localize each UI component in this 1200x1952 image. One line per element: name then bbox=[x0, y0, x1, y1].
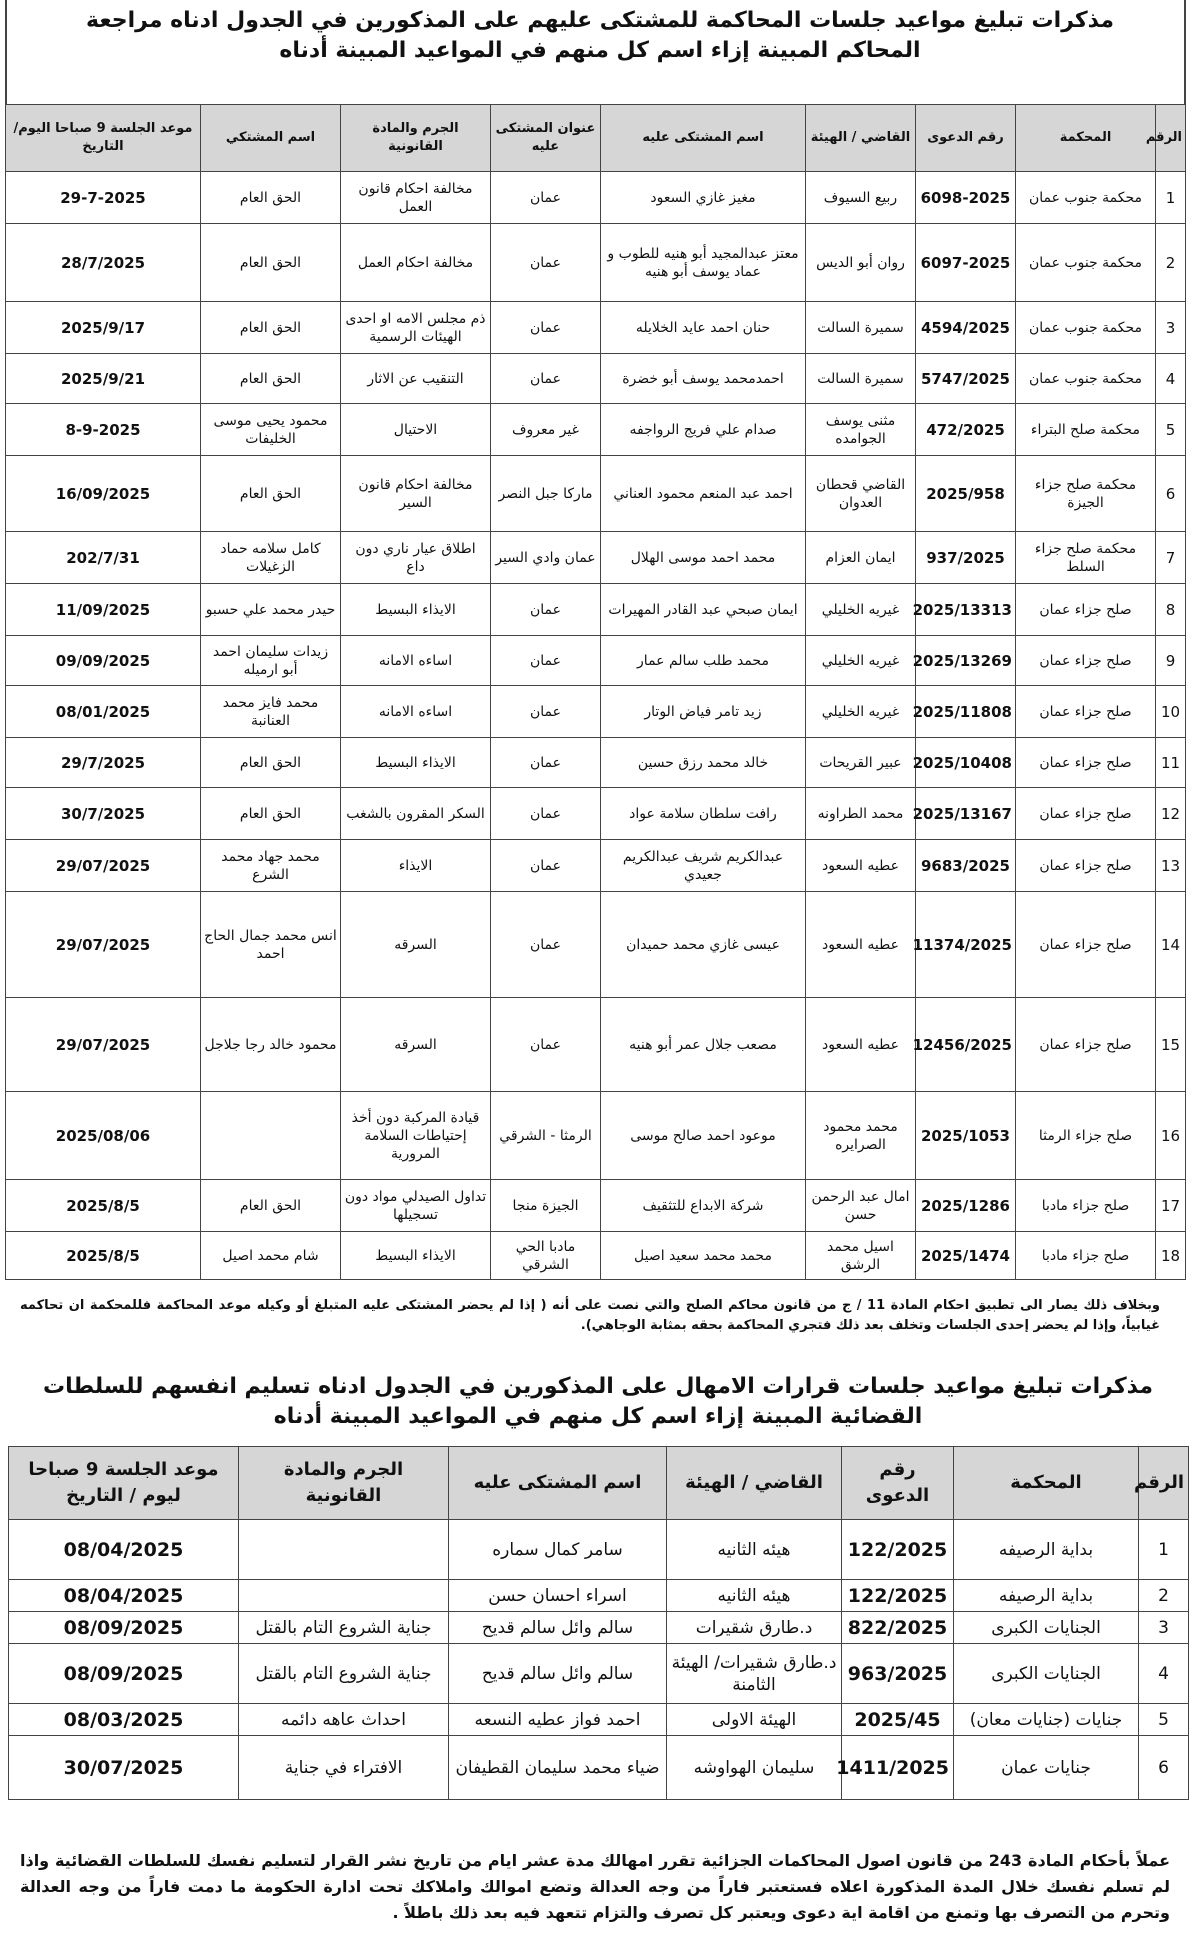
row-crime: السرقه bbox=[341, 998, 491, 1092]
row-defendant: محمد طلب سالم عمار bbox=[601, 636, 806, 686]
header-court: المحكمة bbox=[954, 1447, 1139, 1520]
row-crime bbox=[239, 1520, 449, 1580]
row-complainant: الحق العام bbox=[201, 354, 341, 404]
row-judge: عطيه السعود bbox=[806, 998, 916, 1092]
row-crime: الايذاء البسيط bbox=[341, 1232, 491, 1280]
header-date: موعد الجلسة 9 صباحا اليوم/التاريخ bbox=[6, 105, 201, 172]
row-court: محكمة صلح جزاء السلط bbox=[1016, 532, 1156, 584]
table-row bbox=[6, 172, 1186, 224]
row-date: 08/03/2025 bbox=[9, 1704, 239, 1736]
row-num: 4 bbox=[1156, 354, 1186, 404]
row-date: 29/7/2025 bbox=[6, 738, 201, 788]
row-defendant: سالم وائل سالم قديح bbox=[449, 1644, 667, 1704]
table-row bbox=[6, 686, 1186, 738]
row-case: 9683/2025 bbox=[916, 840, 1016, 892]
row-defendant: احمدمحمد يوسف أبو خضرة bbox=[601, 354, 806, 404]
frame-left-line bbox=[5, 0, 7, 104]
row-date: 08/09/2025 bbox=[9, 1644, 239, 1704]
row-complainant: الحق العام bbox=[201, 302, 341, 354]
row-complainant: محمود يحيى موسى الخليفات bbox=[201, 404, 341, 456]
row-date: 16/09/2025 bbox=[6, 456, 201, 532]
row-date: 29/07/2025 bbox=[6, 998, 201, 1092]
row-address: ماركا جبل النصر bbox=[491, 456, 601, 532]
row-crime: جناية الشروع التام بالقتل bbox=[239, 1612, 449, 1644]
row-crime: التنقيب عن الاثار bbox=[341, 354, 491, 404]
row-crime: مخالفة احكام قانون السير bbox=[341, 456, 491, 532]
row-crime: اساءه الامانه bbox=[341, 636, 491, 686]
row-defendant: محمد محمد سعيد اصيل bbox=[601, 1232, 806, 1280]
row-court: محكمة جنوب عمان bbox=[1016, 172, 1156, 224]
table-row bbox=[6, 1180, 1186, 1232]
table-row bbox=[6, 892, 1186, 998]
row-court: صلح جزاء عمان bbox=[1016, 738, 1156, 788]
row-judge: هيئه الثانيه bbox=[667, 1520, 842, 1580]
row-defendant: سامر كمال سماره bbox=[449, 1520, 667, 1580]
row-date: 29-7-2025 bbox=[6, 172, 201, 224]
row-case: 2025/13269 bbox=[916, 636, 1016, 686]
row-court: صلح جزاء مادبا bbox=[1016, 1232, 1156, 1280]
row-crime: الافتراء في جناية bbox=[239, 1736, 449, 1800]
row-date: 2025/9/17 bbox=[6, 302, 201, 354]
row-defendant: شركة الابداع للتثقيف bbox=[601, 1180, 806, 1232]
row-defendant: حنان احمد عايد الخلايله bbox=[601, 302, 806, 354]
row-case: 6097-2025 bbox=[916, 224, 1016, 302]
row-complainant: محمد جهاد محمد الشرع bbox=[201, 840, 341, 892]
row-court: جنايات (جنايات معان) bbox=[954, 1704, 1139, 1736]
row-case: 472/2025 bbox=[916, 404, 1016, 456]
row-num: 2 bbox=[1156, 224, 1186, 302]
row-court: الجنايات الكبرى bbox=[954, 1644, 1139, 1704]
row-judge: د.طارق شقيرات bbox=[667, 1612, 842, 1644]
row-court: صلح جزاء عمان bbox=[1016, 892, 1156, 998]
row-crime: الايذاء البسيط bbox=[341, 738, 491, 788]
table-row bbox=[9, 1520, 1189, 1580]
row-case: 122/2025 bbox=[842, 1580, 954, 1612]
row-court: صلح جزاء عمان bbox=[1016, 788, 1156, 840]
row-num: 1 bbox=[1156, 172, 1186, 224]
row-judge: القاضي قحطان العدوان bbox=[806, 456, 916, 532]
row-crime: اطلاق عيار ناري دون داع bbox=[341, 532, 491, 584]
row-court: محكمة صلح جزاء الجيزة bbox=[1016, 456, 1156, 532]
row-num: 3 bbox=[1139, 1612, 1189, 1644]
row-date: 2025/8/5 bbox=[6, 1180, 201, 1232]
row-complainant: شام محمد اصيل bbox=[201, 1232, 341, 1280]
header-defendant: اسم المشتكى عليه bbox=[449, 1447, 667, 1520]
row-address: غير معروف bbox=[491, 404, 601, 456]
row-date: 30/07/2025 bbox=[9, 1736, 239, 1800]
row-num: 12 bbox=[1156, 788, 1186, 840]
table-row bbox=[6, 788, 1186, 840]
row-crime: ذم مجلس الامه او احدى الهيئات الرسمية bbox=[341, 302, 491, 354]
row-judge: امال عبد الرحمن حسن bbox=[806, 1180, 916, 1232]
row-complainant: كامل سلامه حماد الزغيلات bbox=[201, 532, 341, 584]
section1-title: مذكرات تبليغ مواعيد جلسات المحاكمة للمشتكى عليهم على المذكورين في الجدول ادناه مراجعة المحاكم المبينة إزاء اسم كل منهم في المواعيد المبينة أدناه bbox=[85, 8, 1115, 63]
row-case: 5747/2025 bbox=[916, 354, 1016, 404]
frame-right-line bbox=[1184, 0, 1186, 104]
row-court: محكمة جنوب عمان bbox=[1016, 224, 1156, 302]
table-row bbox=[9, 1704, 1189, 1736]
row-address: عمان bbox=[491, 636, 601, 686]
row-address: الرمثا - الشرقي bbox=[491, 1092, 601, 1180]
row-judge: سليمان الهواوشه bbox=[667, 1736, 842, 1800]
row-defendant: ايمان صبحي عبد القادر المهيرات bbox=[601, 584, 806, 636]
header-case: رقم الدعوى bbox=[842, 1447, 954, 1520]
row-num: 13 bbox=[1156, 840, 1186, 892]
row-judge: د.طارق شقيرات/ الهيئة الثامنة bbox=[667, 1644, 842, 1704]
row-defendant: سالم وائل سالم قديح bbox=[449, 1612, 667, 1644]
row-address: عمان وادي السير bbox=[491, 532, 601, 584]
row-court: صلح جزاء عمان bbox=[1016, 840, 1156, 892]
row-court: محكمة صلح البتراء bbox=[1016, 404, 1156, 456]
table-row bbox=[6, 224, 1186, 302]
row-address: عمان bbox=[491, 788, 601, 840]
row-date: 2025/8/5 bbox=[6, 1232, 201, 1280]
row-date: 08/01/2025 bbox=[6, 686, 201, 738]
row-crime: احداث عاهه دائمه bbox=[239, 1704, 449, 1736]
row-court: صلح جزاء عمان bbox=[1016, 686, 1156, 738]
row-crime: الاحتيال bbox=[341, 404, 491, 456]
row-address: عمان bbox=[491, 840, 601, 892]
row-case: 4594/2025 bbox=[916, 302, 1016, 354]
row-date: 11/09/2025 bbox=[6, 584, 201, 636]
row-address: عمان bbox=[491, 584, 601, 636]
row-defendant: زيد تامر فياض الوتار bbox=[601, 686, 806, 738]
section2-title: مذكرات تبليغ مواعيد جلسات قرارات الامهال على المذكورين في الجدول ادناه تسليم انفسهم للسلطات القضائية المبينة إزاء اسم كل منهم في المواعيد المبينة أدناه bbox=[43, 1374, 1153, 1429]
row-defendant: معتز عبدالمجيد أبو هنيه للطوب و عماد يوسف أبو هنيه bbox=[601, 224, 806, 302]
row-complainant: الحق العام bbox=[201, 788, 341, 840]
row-crime: السكر المقرون بالشغب bbox=[341, 788, 491, 840]
row-defendant: احمد عبد المنعم محمود العناني bbox=[601, 456, 806, 532]
row-case: 2025/1286 bbox=[916, 1180, 1016, 1232]
row-complainant: محمد فايز محمد العنانبة bbox=[201, 686, 341, 738]
row-case: 2025/10408 bbox=[916, 738, 1016, 788]
row-address: عمان bbox=[491, 892, 601, 998]
row-judge: غيريه الخليلي bbox=[806, 686, 916, 738]
row-complainant: زيدات سليمان احمد أبو ارميله bbox=[201, 636, 341, 686]
row-num: 3 bbox=[1156, 302, 1186, 354]
row-court: بداية الرصيفه bbox=[954, 1580, 1139, 1612]
row-case: 963/2025 bbox=[842, 1644, 954, 1704]
row-judge: عطيه السعود bbox=[806, 892, 916, 998]
table-row bbox=[6, 302, 1186, 354]
row-date: 29/07/2025 bbox=[6, 892, 201, 998]
row-defendant: عيسى غازي محمد حميدان bbox=[601, 892, 806, 998]
row-address: عمان bbox=[491, 998, 601, 1092]
header-case: رقم الدعوى bbox=[916, 105, 1016, 172]
row-judge: مثنى يوسف الجوامده bbox=[806, 404, 916, 456]
table-row bbox=[6, 1232, 1186, 1280]
row-num: 15 bbox=[1156, 998, 1186, 1092]
row-defendant: رافت سلطان سلامة عواد bbox=[601, 788, 806, 840]
row-court: الجنايات الكبرى bbox=[954, 1612, 1139, 1644]
header-judge: القاضي / الهيئة bbox=[667, 1447, 842, 1520]
row-num: 7 bbox=[1156, 532, 1186, 584]
hearings-table bbox=[5, 104, 1186, 1280]
table-row bbox=[6, 584, 1186, 636]
row-num: 5 bbox=[1139, 1704, 1189, 1736]
row-judge: الهيئة الاولى bbox=[667, 1704, 842, 1736]
row-date: 8-9-2025 bbox=[6, 404, 201, 456]
row-crime bbox=[239, 1580, 449, 1612]
row-num: 10 bbox=[1156, 686, 1186, 738]
row-defendant: عبدالكريم شريف عبدالكريم جعيدي bbox=[601, 840, 806, 892]
row-court: صلح جزاء عمان bbox=[1016, 584, 1156, 636]
row-court: جنايات عمان bbox=[954, 1736, 1139, 1800]
row-num: 14 bbox=[1156, 892, 1186, 998]
row-num: 17 bbox=[1156, 1180, 1186, 1232]
row-address: عمان bbox=[491, 686, 601, 738]
header-judge: القاضي / الهيئة bbox=[806, 105, 916, 172]
row-crime: مخالفة احكام قانون العمل bbox=[341, 172, 491, 224]
row-address: عمان bbox=[491, 738, 601, 788]
row-judge: محمد محمود الصرايره bbox=[806, 1092, 916, 1180]
row-judge: ربيع السيوف bbox=[806, 172, 916, 224]
row-num: 8 bbox=[1156, 584, 1186, 636]
row-num: 11 bbox=[1156, 738, 1186, 788]
row-defendant: ضياء محمد سليمان القطيفان bbox=[449, 1736, 667, 1800]
header-complainant: اسم المشتكي bbox=[201, 105, 341, 172]
header-defendant: اسم المشتكى عليه bbox=[601, 105, 806, 172]
row-court: بداية الرصيفه bbox=[954, 1520, 1139, 1580]
section1-legal-note: وبخلاف ذلك يصار الى تطبيق احكام المادة 11 / ج من قانون محاكم الصلح والتي نصت على أنه ( إذا لم يحضر المشتكى عليه المتبلغ أو وكيله موعد المحاكمة فللمحكمة ان تحاكمه غيابياً، وإذا لم يحضر إحدى الجلسات وتخلف بعد ذلك فتجري المحاكمة بحقه بمثابة الوجاهي). bbox=[20, 1298, 1160, 1333]
row-address: الجيزة منجا bbox=[491, 1180, 601, 1232]
table-row bbox=[9, 1736, 1189, 1800]
row-complainant bbox=[201, 1092, 341, 1180]
section2-legal-note: عملاً بأحكام المادة 243 من قانون اصول المحاكمات الجزائية تقرر امهالك مدة عشر ايام من تاريخ نشر القرار لتسليم نفسك للسلطات القضائية واذا لم تسلم نفسك خلال المدة المذكورة اعلاه فستعتبر فاراً من وجه العدالة وتضع اموالك واملاكك تحت ادارة الحكومة ما دمت فاراً من وجه العدالة وتحرم من التصرف بها وتمنع من اقامة اية دعوى ويعتبر كل تصرف والتزام تتعهد فيه بعد ذلك باطلاً . bbox=[20, 1851, 1170, 1922]
row-complainant: حيدر محمد علي حسبو bbox=[201, 584, 341, 636]
header-court: المحكمة bbox=[1016, 105, 1156, 172]
table-row bbox=[6, 354, 1186, 404]
row-date: 29/07/2025 bbox=[6, 840, 201, 892]
row-defendant: اسراء احسان حسن bbox=[449, 1580, 667, 1612]
table-row bbox=[9, 1644, 1189, 1704]
row-date: 30/7/2025 bbox=[6, 788, 201, 840]
table-row bbox=[6, 532, 1186, 584]
row-judge: غيريه الخليلي bbox=[806, 636, 916, 686]
table-row bbox=[6, 738, 1186, 788]
row-crime: مخالفة احكام العمل bbox=[341, 224, 491, 302]
row-case: 12456/2025 bbox=[916, 998, 1016, 1092]
row-defendant: مغيز غازي السعود bbox=[601, 172, 806, 224]
row-case: 6098-2025 bbox=[916, 172, 1016, 224]
row-defendant: مصعب جلال عمر أبو هنيه bbox=[601, 998, 806, 1092]
row-date: 2025/08/06 bbox=[6, 1092, 201, 1180]
table-row bbox=[6, 636, 1186, 686]
header-crime: الجرم والمادة القانونية bbox=[239, 1447, 449, 1520]
row-complainant: الحق العام bbox=[201, 224, 341, 302]
row-judge: روان أبو الديس bbox=[806, 224, 916, 302]
row-num: 5 bbox=[1156, 404, 1186, 456]
row-complainant: انس محمد جمال الحاج احمد bbox=[201, 892, 341, 998]
row-crime: الايذاء البسيط bbox=[341, 584, 491, 636]
row-complainant: الحق العام bbox=[201, 1180, 341, 1232]
table-header-row bbox=[6, 105, 1186, 172]
row-case: 1411/2025 bbox=[842, 1736, 954, 1800]
row-case: 122/2025 bbox=[842, 1520, 954, 1580]
row-address: عمان bbox=[491, 302, 601, 354]
row-date: 09/09/2025 bbox=[6, 636, 201, 686]
row-defendant: موعود احمد صالح موسى bbox=[601, 1092, 806, 1180]
row-court: صلح جزاء الرمثا bbox=[1016, 1092, 1156, 1180]
row-date: 08/04/2025 bbox=[9, 1580, 239, 1612]
row-complainant: الحق العام bbox=[201, 456, 341, 532]
table-row bbox=[6, 404, 1186, 456]
row-case: 822/2025 bbox=[842, 1612, 954, 1644]
row-case: 937/2025 bbox=[916, 532, 1016, 584]
table-row bbox=[9, 1612, 1189, 1644]
row-case: 2025/1053 bbox=[916, 1092, 1016, 1180]
row-date: 2025/9/21 bbox=[6, 354, 201, 404]
row-court: محكمة جنوب عمان bbox=[1016, 354, 1156, 404]
row-num: 2 bbox=[1139, 1580, 1189, 1612]
row-case: 2025/45 bbox=[842, 1704, 954, 1736]
row-court: صلح جزاء مادبا bbox=[1016, 1180, 1156, 1232]
row-judge: عطيه السعود bbox=[806, 840, 916, 892]
row-judge: عبير القريحات bbox=[806, 738, 916, 788]
row-num: 6 bbox=[1139, 1736, 1189, 1800]
row-case: 2025/13167 bbox=[916, 788, 1016, 840]
header-crime: الجرم والمادة القانونية bbox=[341, 105, 491, 172]
row-defendant: صدام علي فريج الرواجفه bbox=[601, 404, 806, 456]
table-row bbox=[9, 1580, 1189, 1612]
row-date: 08/09/2025 bbox=[9, 1612, 239, 1644]
row-crime: الايذاء bbox=[341, 840, 491, 892]
row-address: عمان bbox=[491, 354, 601, 404]
table-row bbox=[6, 456, 1186, 532]
row-address: عمان bbox=[491, 224, 601, 302]
row-defendant: احمد فواز عطيه النسعه bbox=[449, 1704, 667, 1736]
table-header-row bbox=[9, 1447, 1189, 1520]
surrender-table bbox=[8, 1446, 1189, 1800]
row-num: 6 bbox=[1156, 456, 1186, 532]
row-judge: ايمان العزام bbox=[806, 532, 916, 584]
row-crime: السرقه bbox=[341, 892, 491, 998]
table-row bbox=[6, 998, 1186, 1092]
row-case: 2025/958 bbox=[916, 456, 1016, 532]
row-complainant: محمود خالد رجا جلاجل bbox=[201, 998, 341, 1092]
row-judge: محمد الطراونه bbox=[806, 788, 916, 840]
header-num: الرقم bbox=[1156, 105, 1186, 172]
row-crime: قيادة المركبة دون أخذ إحتياطات السلامة المرورية bbox=[341, 1092, 491, 1180]
row-case: 2025/13313 bbox=[916, 584, 1016, 636]
row-address: مادبا الحي الشرقي bbox=[491, 1232, 601, 1280]
row-address: عمان bbox=[491, 172, 601, 224]
table-row bbox=[6, 1092, 1186, 1180]
row-num: 18 bbox=[1156, 1232, 1186, 1280]
row-case: 2025/11808 bbox=[916, 686, 1016, 738]
header-address: عنوان المشتكى عليه bbox=[491, 105, 601, 172]
row-num: 1 bbox=[1139, 1520, 1189, 1580]
row-date: 202/7/31 bbox=[6, 532, 201, 584]
table-row bbox=[6, 840, 1186, 892]
header-num: الرقم bbox=[1139, 1447, 1189, 1520]
row-num: 16 bbox=[1156, 1092, 1186, 1180]
row-crime: تداول الصيدلي مواد دون تسجيلها bbox=[341, 1180, 491, 1232]
row-judge: سميرة السالت bbox=[806, 354, 916, 404]
row-case: 11374/2025 bbox=[916, 892, 1016, 998]
row-judge: غيريه الخليلي bbox=[806, 584, 916, 636]
row-complainant: الحق العام bbox=[201, 738, 341, 788]
row-judge: اسيل محمد الرشق bbox=[806, 1232, 916, 1280]
row-judge: هيئه الثانيه bbox=[667, 1580, 842, 1612]
row-court: صلح جزاء عمان bbox=[1016, 636, 1156, 686]
row-date: 08/04/2025 bbox=[9, 1520, 239, 1580]
row-complainant: الحق العام bbox=[201, 172, 341, 224]
row-judge: سميرة السالت bbox=[806, 302, 916, 354]
row-defendant: خالد محمد رزق حسين bbox=[601, 738, 806, 788]
row-defendant: محمد احمد موسى الهلال bbox=[601, 532, 806, 584]
row-num: 4 bbox=[1139, 1644, 1189, 1704]
row-case: 2025/1474 bbox=[916, 1232, 1016, 1280]
row-court: صلح جزاء عمان bbox=[1016, 998, 1156, 1092]
row-crime: جناية الشروع التام بالقتل bbox=[239, 1644, 449, 1704]
row-date: 28/7/2025 bbox=[6, 224, 201, 302]
row-court: محكمة جنوب عمان bbox=[1016, 302, 1156, 354]
row-crime: اساءه الامانه bbox=[341, 686, 491, 738]
header-date: موعد الجلسة 9 صباحا ليوم / التاريخ bbox=[9, 1447, 239, 1520]
row-num: 9 bbox=[1156, 636, 1186, 686]
